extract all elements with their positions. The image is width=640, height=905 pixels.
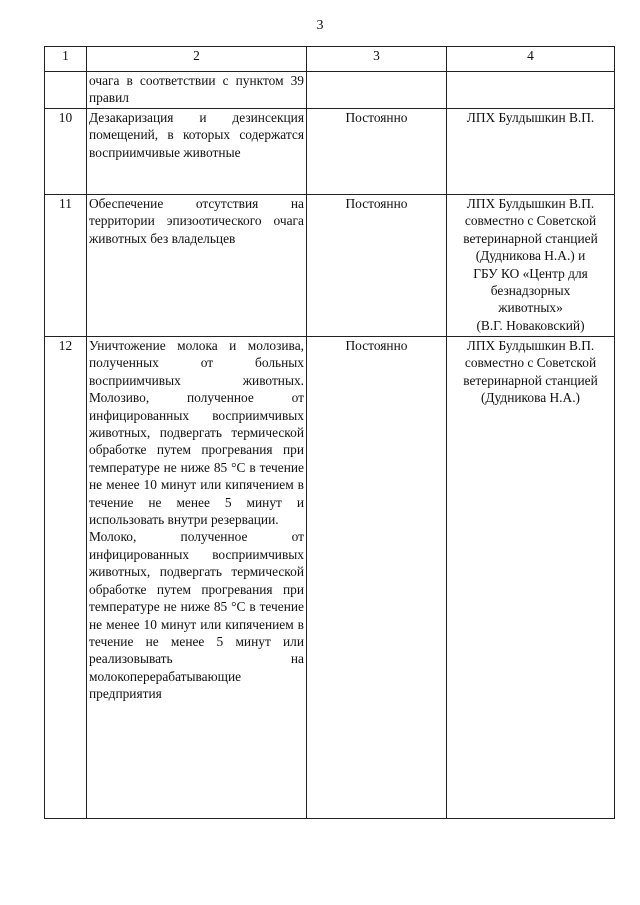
page-number: 3 [316,18,324,33]
continuation-responsible-cell [447,72,615,109]
responsible-cell [447,109,615,195]
responsible-line: ветеринарной станцией [463,230,598,246]
responsible-line: ЛПХ Булдышкин В.П. [466,196,595,211]
row-number: 10 [45,109,87,195]
responsible-line: (Дудникова Н.А.) и [475,248,586,264]
continuation-num-cell [45,72,87,109]
measures-table [44,46,615,819]
table-row [45,195,615,337]
measure-paragraph: Обеспечение отсутствия на территории эпизоотического очага животных без владельцев [89,196,304,246]
measure-paragraph: Молоко, полученное от инфицированных восприимчивых животных, подвергать термической обработке путем прогревания при температуре не ниже 85 °С в течение не менее 10 минут или кипячением в течение не менее 5 минут или реализовывать на молокоперерабатывающие предприятия [89,529,304,702]
responsible-line: ЛПХ Булдышкин В.П. [466,338,595,353]
responsible-cell [447,195,615,337]
row-number: 11 [45,195,87,337]
continuation-period-cell [307,72,447,109]
responsible-line: животных» [498,300,563,316]
header-cell-1: 1 [45,47,87,72]
continuation-row [45,72,615,109]
table-row [45,337,615,819]
measure-paragraph: Дезакаризация и дезинсекция помещений, в которых содержатся восприимчивые животные [89,110,304,160]
row-number: 12 [45,337,87,819]
responsible-line: (В.Г. Новаковский) [476,317,585,333]
period-cell: Постоянно [307,195,447,337]
header-cell-3: 3 [307,47,447,72]
continuation-text: очага в соответствии с пунктом 39 правил [87,72,307,109]
responsible-line: ГБУ КО «Центр для [473,265,588,281]
measure-description [87,195,307,337]
measure-description [87,337,307,819]
measure-paragraph: Уничтожение молока и молозива, полученных от больных восприимчивых животных. Молозиво, полученное от инфицированных восприимчивых животных, подвергать термической обработке путем прогревания при температуре не ниже 85 °С в течение не менее 10 минут или кипячением в течение не менее 5 минут и использовать внутри резервации. [89,338,304,528]
responsible-line: ЛПХ Булдышкин В.П. [466,110,595,125]
measure-description [87,109,307,195]
responsible-line: безнадзорных [490,283,571,299]
table-header-row [45,47,615,72]
responsible-line: совместно с Советской [464,213,597,229]
responsible-line: ветеринарной станцией [463,372,598,388]
responsible-line: (Дудникова Н.А.) [480,390,581,406]
period-cell: Постоянно [307,109,447,195]
responsible-cell [447,337,615,819]
responsible-line: совместно с Советской [464,355,597,371]
header-cell-4: 4 [447,47,615,72]
table-row [45,109,615,195]
period-cell: Постоянно [307,337,447,819]
header-cell-2: 2 [87,47,307,72]
